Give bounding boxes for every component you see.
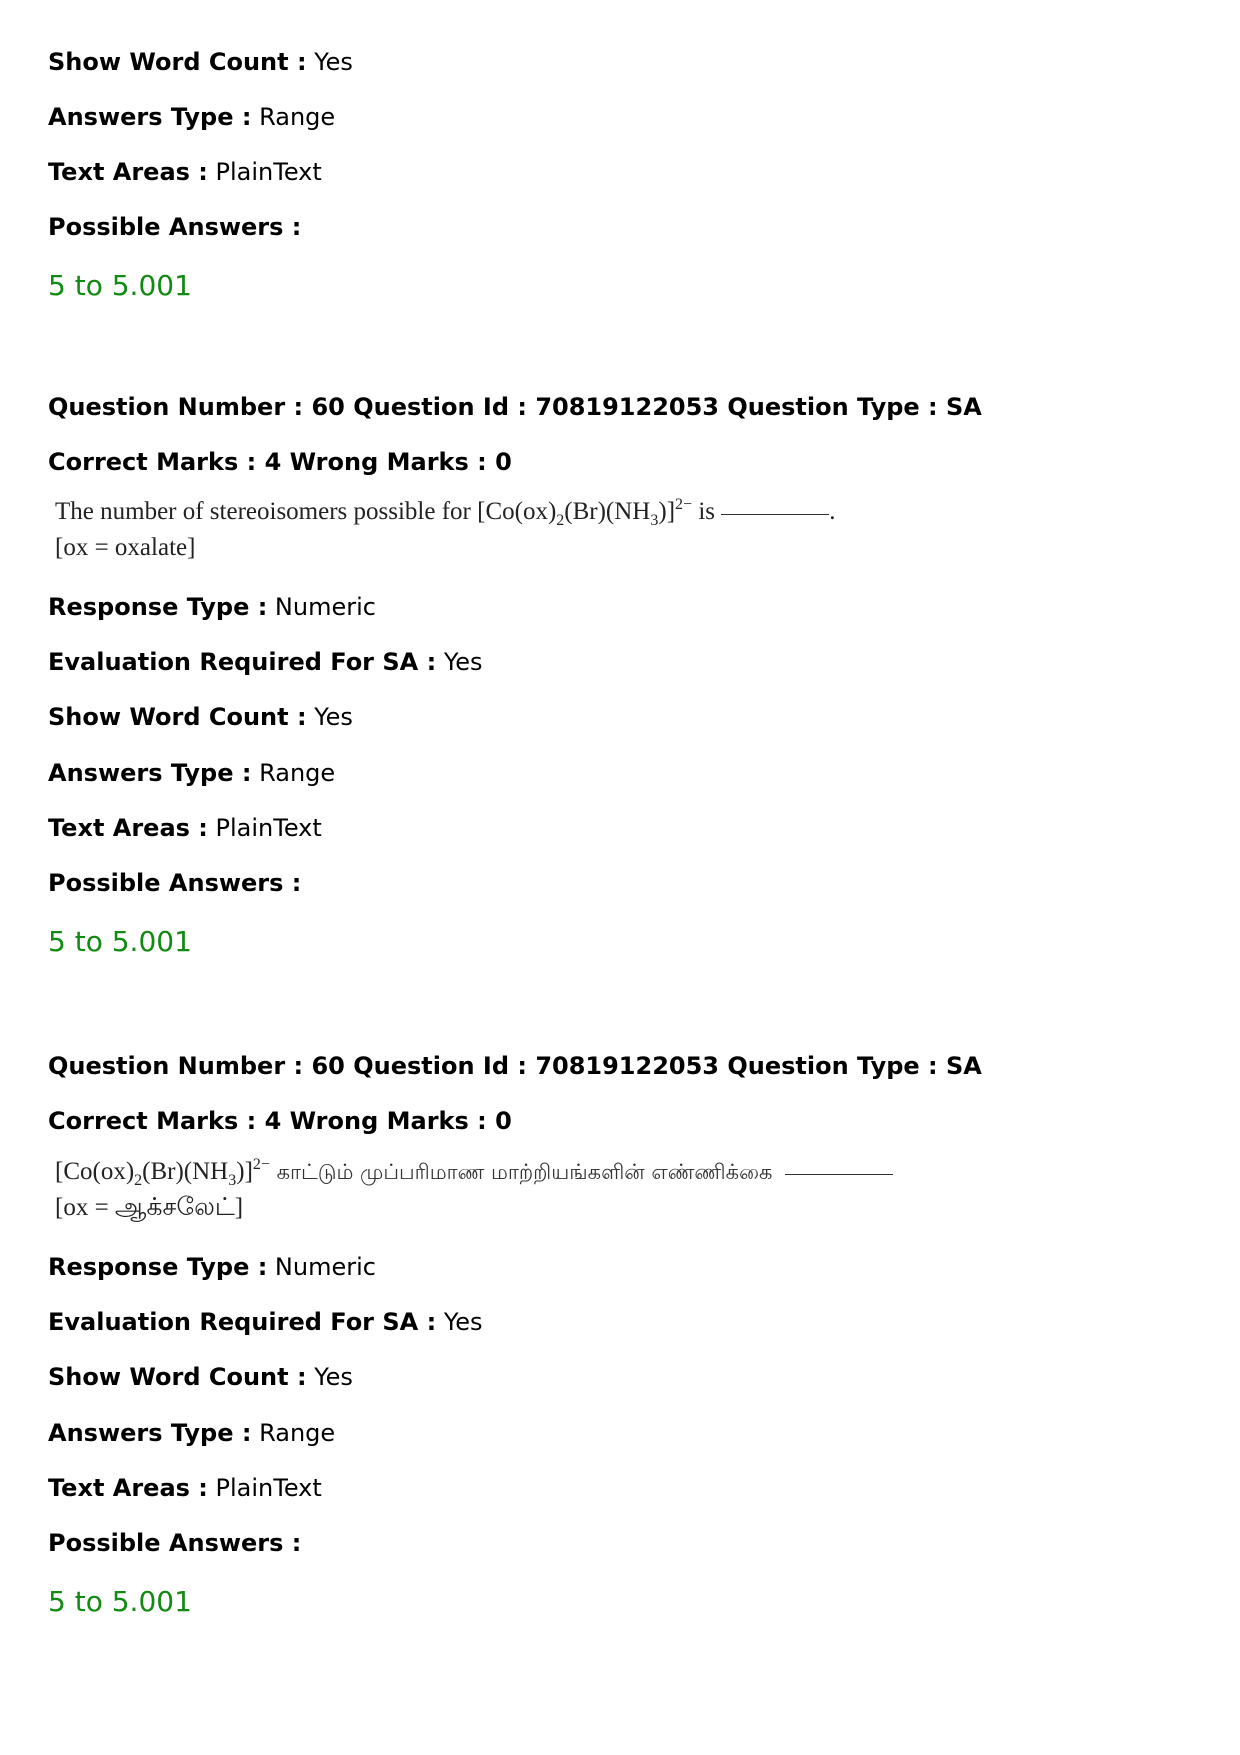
field-value: Range	[251, 103, 336, 131]
response-type-row	[48, 592, 376, 622]
formula-part: (Br)(NH	[142, 1158, 229, 1185]
question-header-text: Question Number : 60 Question Id : 70819122053 Question Type : SA	[48, 1052, 982, 1080]
text-areas-row	[48, 1473, 322, 1503]
question-tamil-text: காட்டும் முப்பரிமாண மாற்றியங்களின் எண்ணிக்கை	[269, 1160, 773, 1184]
formula-part: )]	[658, 498, 676, 525]
show-word-count-row	[48, 1362, 353, 1392]
field-label: Possible Answers :	[48, 869, 302, 897]
text-areas-row	[48, 157, 322, 187]
question-end: .	[829, 498, 836, 525]
question-note: [ox = oxalate]	[55, 534, 196, 561]
question-marks-text: Correct Marks : 4 Wrong Marks : 0	[48, 1107, 512, 1135]
answers-type-row	[48, 1418, 335, 1448]
evaluation-row	[48, 647, 483, 677]
field-value: PlainText	[207, 814, 322, 842]
field-label: Show Word Count :	[48, 703, 307, 731]
field-label: Text Areas :	[48, 1474, 208, 1502]
formula-subscript: 3	[650, 512, 659, 529]
field-value: PlainText	[207, 1474, 322, 1502]
possible-answers-value: 5 to 5.001	[48, 1585, 192, 1618]
field-label: Response Type :	[48, 1253, 268, 1281]
formula-charge: 2−	[252, 1156, 270, 1173]
question-header-text: Question Number : 60 Question Id : 70819122053 Question Type : SA	[48, 393, 982, 421]
possible-answers-label-row	[48, 212, 301, 242]
field-label: Answers Type :	[48, 103, 252, 131]
field-value: Range	[251, 759, 336, 787]
field-value: Yes	[436, 1308, 483, 1336]
field-label: Evaluation Required For SA :	[48, 648, 437, 676]
formula-part: The number of stereoisomers possible for [Co(ox)	[55, 498, 557, 525]
field-value: Yes	[306, 1363, 353, 1391]
field-value: Numeric	[267, 593, 376, 621]
formula-part: (Br)(NH	[564, 498, 651, 525]
field-value: Numeric	[267, 1253, 376, 1281]
question-text	[55, 1154, 893, 1190]
text-areas-row	[48, 813, 322, 843]
question-text	[55, 494, 836, 530]
field-value: PlainText	[207, 158, 322, 186]
field-label: Possible Answers :	[48, 213, 302, 241]
formula-subscript: 2	[134, 1172, 143, 1189]
formula-subscript: 2	[556, 512, 565, 529]
possible-answers-label-row	[48, 868, 301, 898]
question-marks-text: Correct Marks : 4 Wrong Marks : 0	[48, 448, 512, 476]
field-label: Show Word Count :	[48, 1363, 307, 1391]
show-word-count-row	[48, 702, 353, 732]
response-type-row	[48, 1252, 376, 1282]
field-label: Answers Type :	[48, 1419, 252, 1447]
formula-part: )]	[236, 1158, 253, 1185]
possible-answers-value: 5 to 5.001	[48, 269, 192, 302]
question-suffix: is	[692, 498, 715, 525]
field-label: Text Areas :	[48, 814, 208, 842]
formula-subscript: 3	[228, 1172, 237, 1189]
formula-part: [Co(ox)	[55, 1158, 135, 1185]
possible-answers-label-row	[48, 1528, 301, 1558]
question-note: [ox = ஆக்சலேட்]	[55, 1194, 244, 1221]
answers-type-row	[48, 102, 335, 132]
field-label: Show Word Count :	[48, 48, 307, 76]
formula-charge: 2−	[675, 496, 693, 513]
field-label: Evaluation Required For SA :	[48, 1308, 437, 1336]
field-label: Response Type :	[48, 593, 268, 621]
field-label: Possible Answers :	[48, 1529, 302, 1557]
field-value: Yes	[306, 48, 353, 76]
show-word-count-row	[48, 47, 353, 77]
field-label: Text Areas :	[48, 158, 208, 186]
possible-answers-value: 5 to 5.001	[48, 925, 192, 958]
answer-blank	[721, 513, 829, 515]
evaluation-row	[48, 1307, 483, 1337]
field-value: Yes	[436, 648, 483, 676]
question-marks	[48, 447, 512, 477]
question-marks	[48, 1106, 512, 1136]
answer-blank	[785, 1173, 893, 1175]
question-header	[48, 392, 982, 422]
question-header	[48, 1051, 982, 1081]
field-label: Answers Type :	[48, 759, 252, 787]
answers-type-row	[48, 758, 335, 788]
field-value: Range	[251, 1419, 336, 1447]
field-value: Yes	[306, 703, 353, 731]
